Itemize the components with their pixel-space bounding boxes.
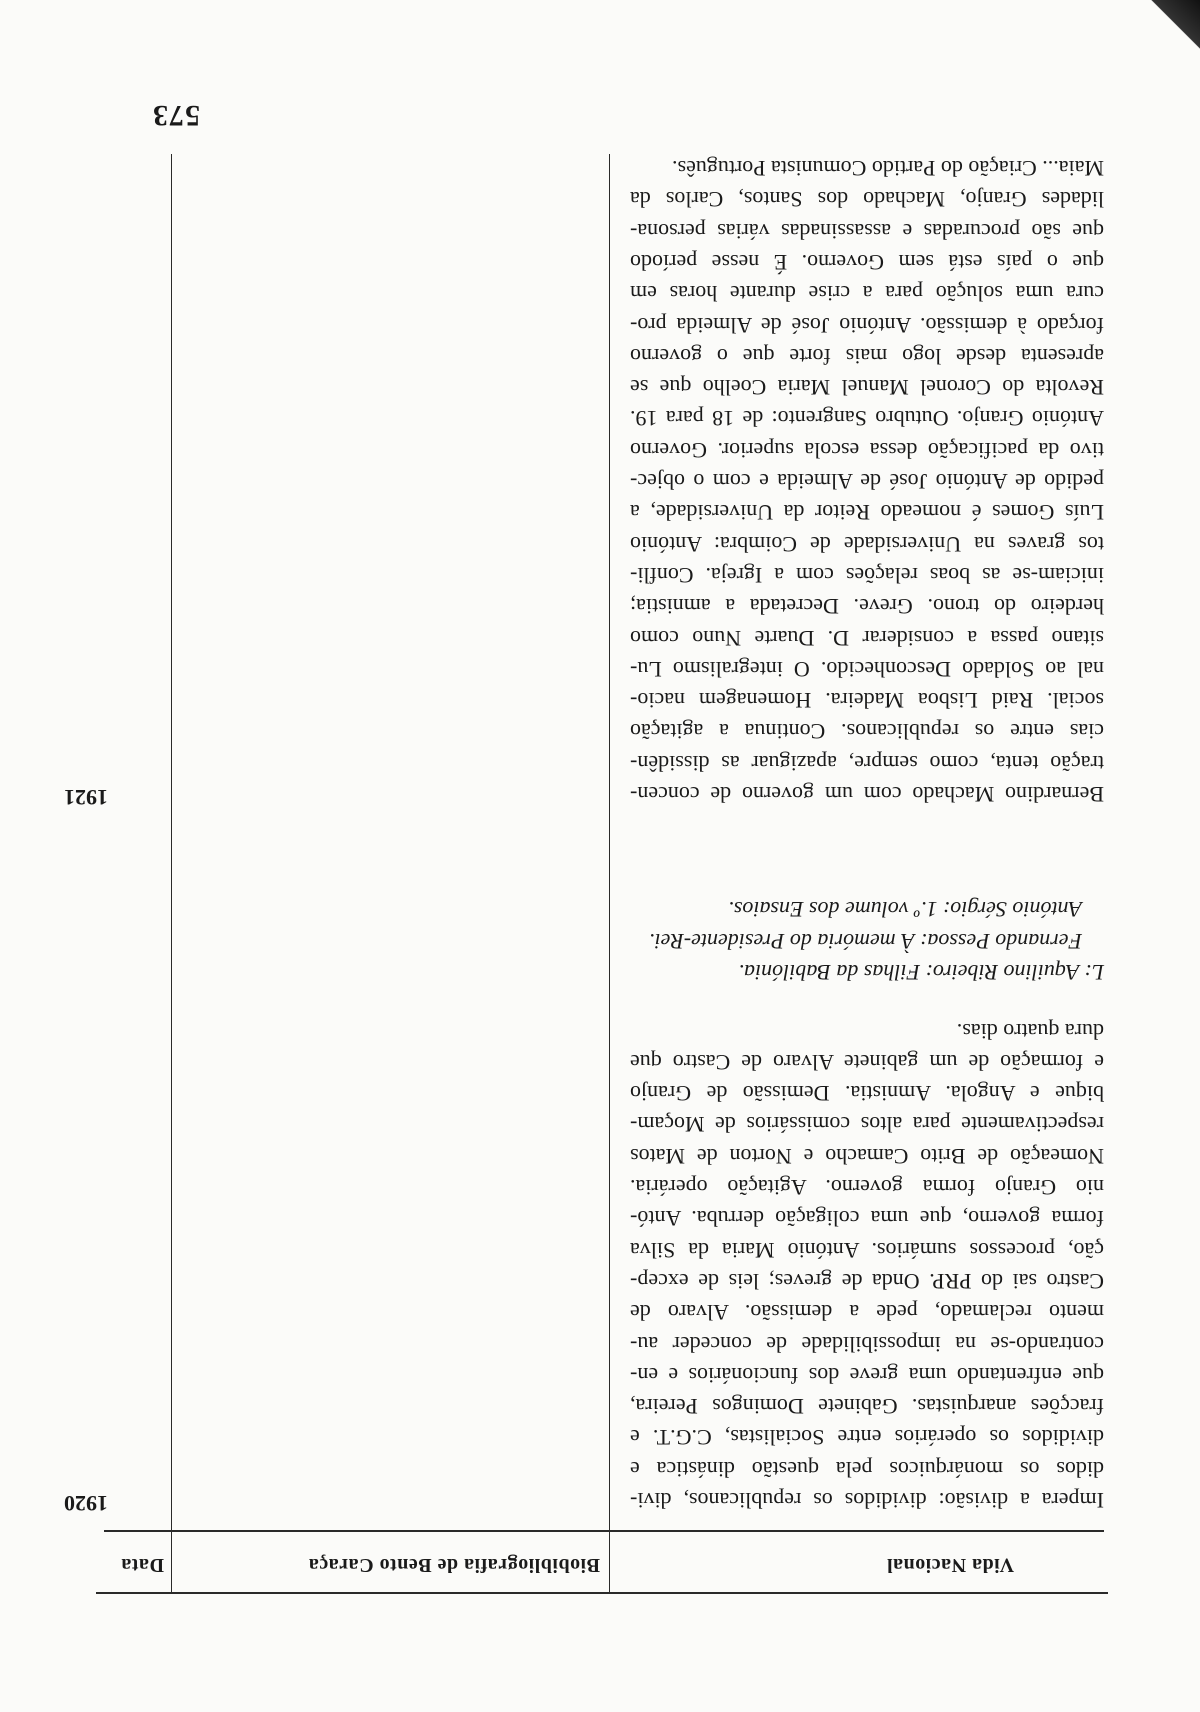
text-line: dura quatro dias. (956, 1018, 1104, 1044)
text-line: divididos os operários entre Socialistas, C.G.T. e (630, 1425, 1104, 1451)
text-line: apresenta desde logo mais forte que o governo (630, 343, 1104, 369)
text-line: Maia... Criação do Partido Comunista Português. (672, 156, 1104, 182)
header-top-rule (96, 1592, 1108, 1594)
text-line: pedido de António José de Almeida e com o objec- (630, 469, 1104, 495)
text-line: que são procuradas e assassinadas várias persona- (630, 218, 1104, 244)
entry-1921-text (630, 153, 1104, 810)
year-1920: 1920 (64, 1491, 108, 1516)
entry-1920-text (630, 1015, 1104, 1516)
text-line: Impera a divisão: divididos os republicanos, divi- (630, 1488, 1104, 1513)
text-line: lidades Granjo, Machado dos Santos, Carlos da (630, 187, 1104, 213)
text-line: que o país está sem Governo. É nesse período (630, 249, 1104, 275)
text-line: tivo da pacificação dessa escola superior. Governo (630, 437, 1104, 463)
text-line: tração tenta, como sempre, apaziguar as dissidên- (630, 750, 1104, 776)
text-line: nal ao Soldado Desconhecido. O integralismo Lu- (630, 656, 1104, 682)
text-line: forçado à demissão. António José de Almeida pro- (630, 312, 1104, 338)
text-line: cias entre os republicanos. Continua a agitação (630, 719, 1104, 745)
column-divider-right (171, 154, 172, 1594)
header-biobibliografia: Biobibliografia de Bento Caraça (308, 1554, 600, 1576)
page-number: 573 (152, 99, 200, 132)
text-line: Nomeação de Brito Camacho e Norton de Matos (630, 1143, 1104, 1169)
text-line: e formação de um gabinete Alvaro de Castro que (630, 1049, 1104, 1075)
text-line: fracções anarquistas. Gabinete Domingos Pereira, (630, 1394, 1104, 1420)
text-line: bique e Angola. Amnistia. Demissão de Granjo (630, 1081, 1104, 1107)
text-line: que enfrentando uma greve dos funcionários e en- (630, 1362, 1104, 1388)
text-line: contrando-se na impossibilidade de conceder au- (630, 1331, 1104, 1357)
text-line: nio Granjo forma governo. Agitação operária. (630, 1175, 1104, 1201)
text-line: iniciam-se as boas relações com a Igreja. Confli- (630, 562, 1104, 588)
year-1921: 1921 (64, 785, 108, 810)
text-line: mento reclamado, pede a demissão. Alvaro de (630, 1300, 1104, 1326)
text-line: sitano passa a considerar D. Duarte Nuno como (630, 625, 1104, 651)
text-line: Bernardino Machado com um governo de concen- (630, 782, 1104, 807)
column-divider-left (609, 154, 610, 1594)
text-line: herdeiro do trono. Greve. Decretada a amnistia; (630, 594, 1104, 620)
text-line: Castro sai do PRP. Onda de greves; leis de excep- (630, 1268, 1104, 1294)
literature-line: António Sérgio: 1.º volume dos Ensaios. (728, 897, 1082, 923)
text-line: respectivamente para altos comissários de Moçam- (630, 1112, 1104, 1138)
text-line: António Granjo. Outubro Sangrento: de 18 para 19. (630, 406, 1104, 432)
text-line: Luís Gomes é nomeado Reitor da Universidade, a (630, 500, 1104, 526)
text-line: tos graves na Universidade de Coimbra: António (630, 531, 1104, 557)
header-bottom-rule (104, 1530, 1104, 1532)
literature-line: Fernando Pessoa: À memória do Presidente-Rei. (649, 928, 1082, 954)
header-data: Data (120, 1554, 164, 1576)
text-line: Revolta do Coronel Manuel Maria Coelho que se (630, 375, 1104, 401)
text-line: social. Raid Lisboa Madeira. Homenagem nacio- (630, 688, 1104, 714)
text-line: cura uma solução para a crise durante horas em (630, 281, 1104, 307)
literature-line: L: Aquilino Ribeiro: Filhas da Babilónia. (738, 960, 1104, 985)
text-line: didos os monárquicos pela questão dinástica e (630, 1456, 1104, 1482)
header-vida-nacional: Vida Nacional (886, 1554, 1014, 1576)
text-line: forma governo, que uma coligação derruba. Antó- (630, 1206, 1104, 1232)
entry-1920-literature (630, 894, 1104, 988)
text-line: ção, processos sumários. António Maria da Silva (630, 1237, 1104, 1263)
